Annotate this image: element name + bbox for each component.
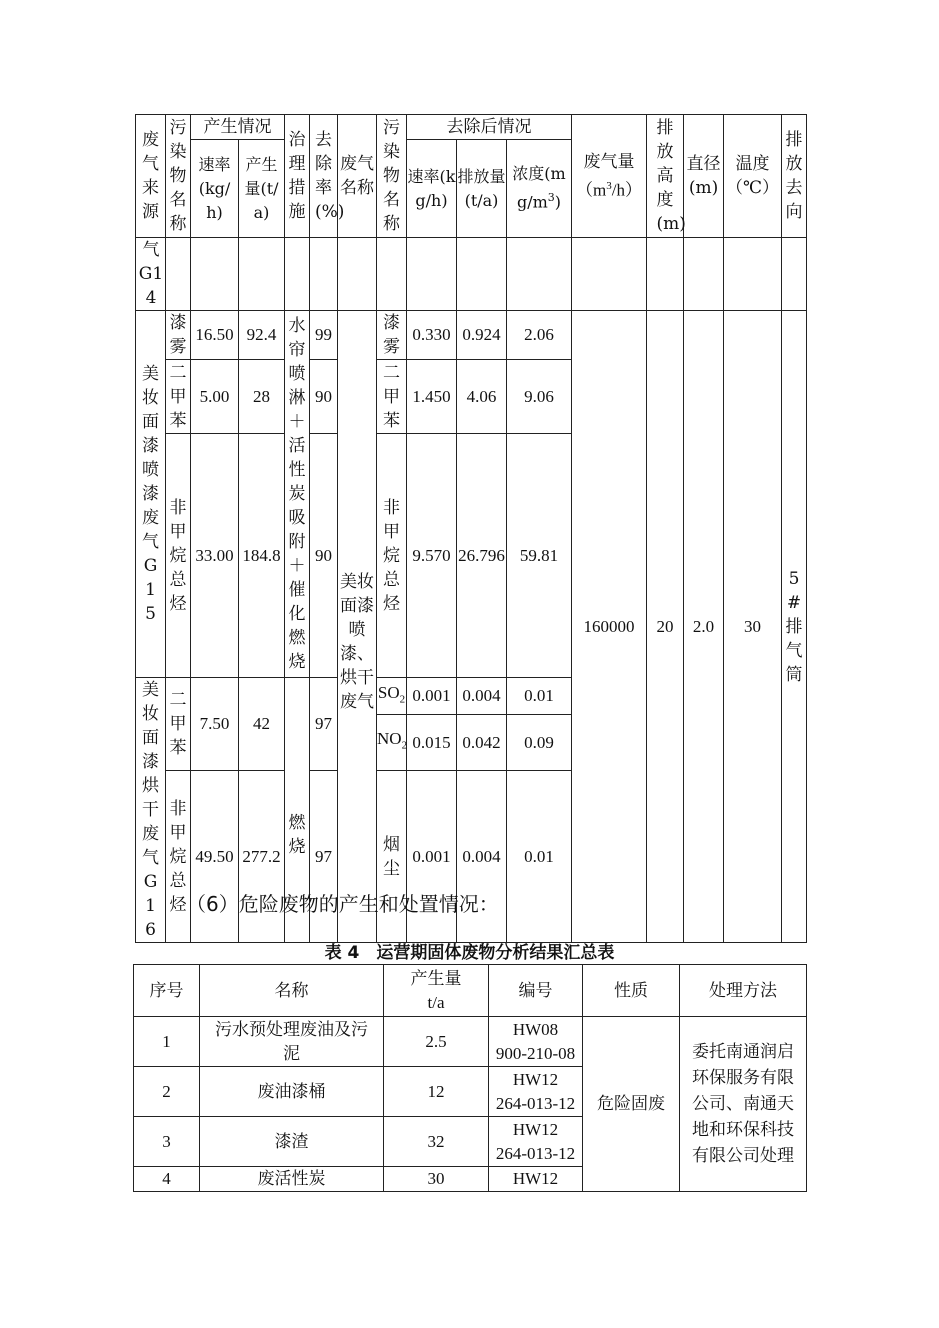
row-name: 废活性炭	[200, 1167, 384, 1192]
header-name: 名称	[200, 965, 384, 1017]
amount-cell: 92.4	[239, 311, 285, 360]
concentration-cell: 2.06	[507, 311, 572, 360]
rate-after-cell: 0.001	[407, 678, 457, 715]
removal-cell: 90	[310, 434, 338, 678]
pollutant-after-cell: $NO_2$	[377, 714, 407, 770]
header-method: 处理方法	[680, 965, 807, 1017]
header-generation: 产生情况	[191, 115, 285, 140]
header-height: 排放高度(m)	[647, 115, 684, 238]
row-code: HW12 264-013-12	[489, 1067, 583, 1117]
header-temperature	[724, 115, 782, 238]
pollutant-cell: 二甲苯	[166, 678, 191, 771]
rate-cell: 5.00	[191, 360, 239, 434]
temperature-label: 温度	[735, 154, 770, 174]
pollutant-after-cell: 漆雾	[377, 311, 407, 360]
amount-unit: t/a	[427, 992, 445, 1012]
row-amount: 2.5	[384, 1017, 489, 1067]
header-amount: 产生量(t/a)	[239, 140, 285, 238]
header-rate: 速率(kg/h)	[191, 140, 239, 238]
emission-cell: 4.06	[457, 360, 507, 434]
amount-cell: 184.8	[239, 434, 285, 678]
rate-after-cell: 0.001	[407, 771, 457, 943]
rate-after-cell: 0.330	[407, 311, 457, 360]
header-diameter: 直径(m)	[684, 115, 724, 238]
gas-volume-cell: 160000	[572, 311, 647, 943]
header-pollutant: 污染物名称	[166, 115, 191, 238]
solid-waste-table	[133, 964, 807, 1192]
row-no: 3	[134, 1117, 200, 1167]
row-no: 2	[134, 1067, 200, 1117]
header-pollutant-after: 污染物名称	[377, 115, 407, 238]
header-removal: 去除率(%)	[310, 115, 338, 238]
row-amount: 12	[384, 1067, 489, 1117]
header-emission: 排放量(t/a)	[457, 140, 507, 238]
row-amount: 32	[384, 1117, 489, 1167]
header-gas-name: 废气名称	[338, 115, 377, 238]
emission-table	[135, 114, 807, 943]
rate-cell: 16.50	[191, 311, 239, 360]
pollutant-cell: 非甲烷总烃	[166, 771, 191, 943]
header-no: 序号	[134, 965, 200, 1017]
source-g15: 美妆面漆喷漆废气G15	[136, 311, 166, 678]
table4-caption: 表 4 运营期固体废物分析结果汇总表	[324, 943, 615, 963]
row-code: HW12	[489, 1167, 583, 1192]
header-after: 去除后情况	[407, 115, 572, 140]
rate-after-cell: 9.570	[407, 434, 457, 678]
temperature-unit: （℃）	[726, 178, 780, 198]
row-no: 4	[134, 1167, 200, 1192]
header-measure: 治理措施	[285, 115, 310, 238]
pollutant-after-cell: 非甲烷总烃	[377, 434, 407, 678]
rate-cell: 7.50	[191, 678, 239, 771]
section-heading: （6）危险废物的产生和处置情况：	[186, 892, 499, 916]
amount-cell: 277.2	[239, 771, 285, 943]
header-nature: 性质	[583, 965, 680, 1017]
concentration-cell: 0.01	[507, 678, 572, 715]
concentration-cell: 59.81	[507, 434, 572, 678]
gas-volume-label: 废气量	[583, 151, 635, 172]
rate-cell: 33.00	[191, 434, 239, 678]
amount-cell: 42	[239, 678, 285, 771]
row-name: 漆渣	[200, 1117, 384, 1167]
row-no: 1	[134, 1017, 200, 1067]
row-name: 废油漆桶	[200, 1067, 384, 1117]
height-cell: 20	[647, 311, 684, 943]
amount-cell: 28	[239, 360, 285, 434]
measure-g15: 水帘喷淋＋活性炭吸附＋催化燃烧	[285, 311, 310, 678]
header-rate-after: 速率(kg/h)	[407, 140, 457, 238]
measure-g16: 燃烧	[285, 678, 310, 943]
pollutant-cell: 二甲苯	[166, 360, 191, 434]
temperature-cell: 30	[724, 311, 782, 943]
emission-cell: 26.796	[457, 434, 507, 678]
removal-cell: 99	[310, 311, 338, 360]
emission-cell: 0.042	[457, 714, 507, 770]
source-g16: 美妆面漆烘干废气G16	[136, 678, 166, 943]
header-direction: 排放去向	[782, 115, 807, 238]
concentration-cell: 0.09	[507, 714, 572, 770]
header-code: 编号	[489, 965, 583, 1017]
header-gas-volume	[572, 115, 647, 238]
direction-cell: 5#排气筒	[782, 311, 807, 943]
row-code: HW12 264-013-12	[489, 1117, 583, 1167]
rate-after-cell: 1.450	[407, 360, 457, 434]
nature-cell: 危险固废	[583, 1017, 680, 1192]
header-source: 废气来源	[136, 115, 166, 238]
rate-after-cell: 0.015	[407, 714, 457, 770]
row-name: 污水预处理废油及污泥	[200, 1017, 384, 1067]
header-concentration: 浓度$(mg/m^3)$	[507, 140, 572, 238]
concentration-cell: 9.06	[507, 360, 572, 434]
diameter-cell: 2.0	[684, 311, 724, 943]
gas-name-cell: 美妆面漆喷漆、烘干废气	[338, 311, 377, 943]
method-cell: 委托南通润启环保服务有限公司、南通天地和环保科技有限公司处理	[680, 1017, 807, 1192]
rate-cell: 49.50	[191, 771, 239, 943]
removal-cell: 97	[310, 771, 338, 943]
gas-volume-unit: $(m^3/h)$	[576, 179, 643, 200]
emission-cell: 0.004	[457, 771, 507, 943]
pollutant-cell: 漆雾	[166, 311, 191, 360]
row-code: HW08 900-210-08	[489, 1017, 583, 1067]
emission-cell: 0.004	[457, 678, 507, 715]
source-g14: 气G14	[136, 238, 166, 311]
row-amount: 30	[384, 1167, 489, 1192]
removal-cell: 97	[310, 678, 338, 771]
pollutant-after-cell: 二甲苯	[377, 360, 407, 434]
pollutant-after-cell: $SO_2$	[377, 678, 407, 715]
amount-label: 产生量	[410, 968, 462, 989]
header-amount	[384, 965, 489, 1017]
pollutant-after-cell: 烟尘	[377, 771, 407, 943]
removal-cell: 90	[310, 360, 338, 434]
concentration-cell: 0.01	[507, 771, 572, 943]
pollutant-cell: 非甲烷总烃	[166, 434, 191, 678]
emission-cell: 0.924	[457, 311, 507, 360]
